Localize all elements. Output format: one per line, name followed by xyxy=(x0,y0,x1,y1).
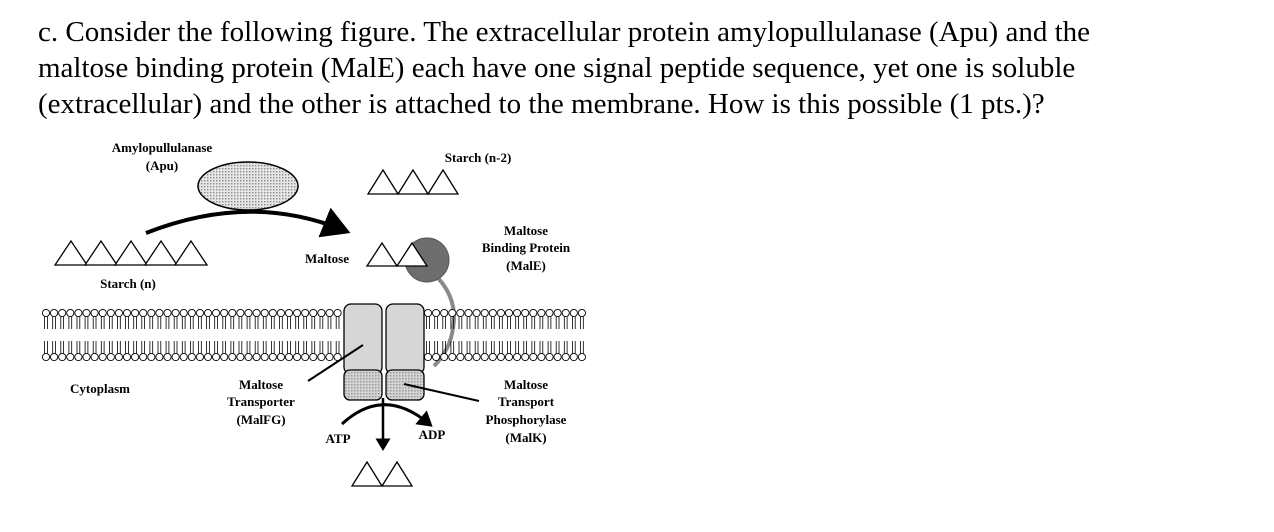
malfg-label-line3: (MalFG) xyxy=(236,412,286,427)
lipid-head xyxy=(180,309,187,316)
lipid-head xyxy=(424,309,431,316)
lipid-head xyxy=(172,309,179,316)
malk-label-line2: Transport xyxy=(497,394,555,409)
starch-n-chain xyxy=(55,241,207,265)
lipid-head xyxy=(75,309,82,316)
malk-label-line3: Phosphorylase xyxy=(485,412,567,427)
lipid-head xyxy=(91,353,98,360)
lipid-head xyxy=(99,353,106,360)
malfg-label-line1: Maltose xyxy=(238,377,284,392)
lipid-head xyxy=(83,353,90,360)
lipid-head xyxy=(213,353,220,360)
lipid-head xyxy=(538,309,545,316)
malf-subunit xyxy=(344,304,382,374)
lipid-head xyxy=(473,353,480,360)
lipid-head xyxy=(481,309,488,316)
lipid-head xyxy=(318,353,325,360)
lipid-head xyxy=(433,309,440,316)
male-label-line3: (MalE) xyxy=(506,258,546,273)
male-label-line1: Maltose xyxy=(503,223,549,238)
lipid-head xyxy=(196,353,203,360)
lipid-head xyxy=(302,353,309,360)
lipid-head xyxy=(213,309,220,316)
apu-label-line2: (Apu) xyxy=(145,158,179,173)
lipid-head xyxy=(277,353,284,360)
lipid-head xyxy=(132,353,139,360)
lipid-head xyxy=(522,309,529,316)
lipid-head xyxy=(505,309,512,316)
lipid-head xyxy=(123,353,130,360)
lipid-head xyxy=(302,309,309,316)
malk-label-line1: Maltose xyxy=(503,377,549,392)
lipid-head xyxy=(514,353,521,360)
apu-protein xyxy=(198,162,298,210)
malg-subunit xyxy=(386,304,424,374)
lipid-head xyxy=(481,353,488,360)
lipid-bilayer xyxy=(42,309,585,360)
lipid-head xyxy=(42,309,49,316)
lipid-head xyxy=(180,353,187,360)
lipid-head xyxy=(465,309,472,316)
lipid-head xyxy=(294,309,301,316)
lipid-head xyxy=(237,309,244,316)
lipid-head xyxy=(562,353,569,360)
adp-label: ADP xyxy=(418,427,446,442)
starch-n-label: Starch (n) xyxy=(100,276,156,291)
lipid-head xyxy=(441,353,448,360)
lipid-head xyxy=(204,309,211,316)
lipid-head xyxy=(107,353,114,360)
lipid-head xyxy=(530,353,537,360)
lipid-head xyxy=(554,309,561,316)
apu-label-line1: Amylopullulanase xyxy=(111,140,213,155)
lipid-head xyxy=(522,353,529,360)
lipid-head xyxy=(465,353,472,360)
lipid-head xyxy=(505,353,512,360)
lipid-head xyxy=(115,309,122,316)
lipid-head xyxy=(188,309,195,316)
lipid-head xyxy=(59,353,66,360)
lipid-head xyxy=(538,353,545,360)
malk-subunit-left xyxy=(344,370,382,400)
lipid-head xyxy=(156,309,163,316)
male-label-line2: Binding Protein xyxy=(481,240,571,255)
lipid-head xyxy=(570,353,577,360)
lipid-head xyxy=(261,353,268,360)
lipid-head xyxy=(562,309,569,316)
lipid-head xyxy=(285,309,292,316)
lipid-head xyxy=(245,353,252,360)
lipid-head xyxy=(489,353,496,360)
lipid-head xyxy=(188,353,195,360)
lipid-head xyxy=(326,353,333,360)
lipid-head xyxy=(237,353,244,360)
lipid-head xyxy=(140,309,147,316)
lipid-head xyxy=(75,353,82,360)
lipid-head xyxy=(318,309,325,316)
imported-maltose xyxy=(352,462,412,486)
malfg-label-line2: Transporter xyxy=(227,394,295,409)
lipid-head xyxy=(449,353,456,360)
cytoplasm-label: Cytoplasm xyxy=(70,381,130,396)
lipid-head xyxy=(326,309,333,316)
lipid-head xyxy=(441,309,448,316)
lipid-head xyxy=(269,353,276,360)
lipid-head xyxy=(196,309,203,316)
lipid-head xyxy=(51,353,58,360)
question-line-1: c. Consider the following figure. The extracellular protein amylopullulanase (Apu) and the xyxy=(38,16,1091,48)
lipid-head xyxy=(546,309,553,316)
lipid-head xyxy=(285,353,292,360)
lipid-head xyxy=(229,353,236,360)
lipid-head xyxy=(221,309,228,316)
lipid-head xyxy=(489,309,496,316)
lipid-head xyxy=(253,309,260,316)
atp-label: ATP xyxy=(325,431,351,446)
lipid-head xyxy=(132,309,139,316)
lipid-head xyxy=(123,309,130,316)
lipid-head xyxy=(107,309,114,316)
lipid-head xyxy=(172,353,179,360)
lipid-head xyxy=(221,353,228,360)
lipid-head xyxy=(67,309,74,316)
lipid-head xyxy=(457,309,464,316)
lipid-head xyxy=(554,353,561,360)
question-line-3: (extracellular) and the other is attached to the membrane. How is this possible (1 pts.)? xyxy=(38,88,1045,120)
lipid-head xyxy=(449,309,456,316)
lipid-head xyxy=(59,309,66,316)
lipid-head xyxy=(277,309,284,316)
lipid-head xyxy=(115,353,122,360)
lipid-head xyxy=(99,309,106,316)
lipid-head xyxy=(91,309,98,316)
starch-n2-label: Starch (n-2) xyxy=(444,150,512,165)
lipid-head xyxy=(156,353,163,360)
lipid-head xyxy=(310,309,317,316)
lipid-head xyxy=(148,309,155,316)
lipid-head xyxy=(148,353,155,360)
lipid-head xyxy=(245,309,252,316)
lipid-head xyxy=(433,353,440,360)
lipid-head xyxy=(514,309,521,316)
lipid-head xyxy=(570,309,577,316)
lipid-head xyxy=(424,353,431,360)
lipid-head xyxy=(269,309,276,316)
malk-label-line4: (MalK) xyxy=(505,430,547,445)
maltose-label: Maltose xyxy=(304,251,350,266)
lipid-head xyxy=(164,309,171,316)
lipid-head xyxy=(457,353,464,360)
lipid-head xyxy=(140,353,147,360)
hydrolysis-arrow xyxy=(146,212,343,233)
lipid-head xyxy=(253,353,260,360)
lipid-head xyxy=(83,309,90,316)
lipid-head xyxy=(310,353,317,360)
atp-hydrolysis-arrow xyxy=(342,405,428,424)
lipid-head xyxy=(42,353,49,360)
lipid-head xyxy=(294,353,301,360)
lipid-head xyxy=(473,309,480,316)
lipid-head xyxy=(164,353,171,360)
lipid-head xyxy=(497,309,504,316)
lipid-head xyxy=(497,353,504,360)
starch-n2-chain xyxy=(368,170,458,194)
question-line-2: maltose binding protein (MalE) each have one signal peptide sequence, yet one is soluble xyxy=(38,52,1076,84)
lipid-head xyxy=(578,309,585,316)
lipid-head xyxy=(229,309,236,316)
lipid-head xyxy=(334,309,341,316)
lipid-head xyxy=(67,353,74,360)
lipid-head xyxy=(204,353,211,360)
lipid-head xyxy=(51,309,58,316)
lipid-head xyxy=(530,309,537,316)
lipid-head xyxy=(261,309,268,316)
lipid-head xyxy=(578,353,585,360)
lipid-head xyxy=(546,353,553,360)
